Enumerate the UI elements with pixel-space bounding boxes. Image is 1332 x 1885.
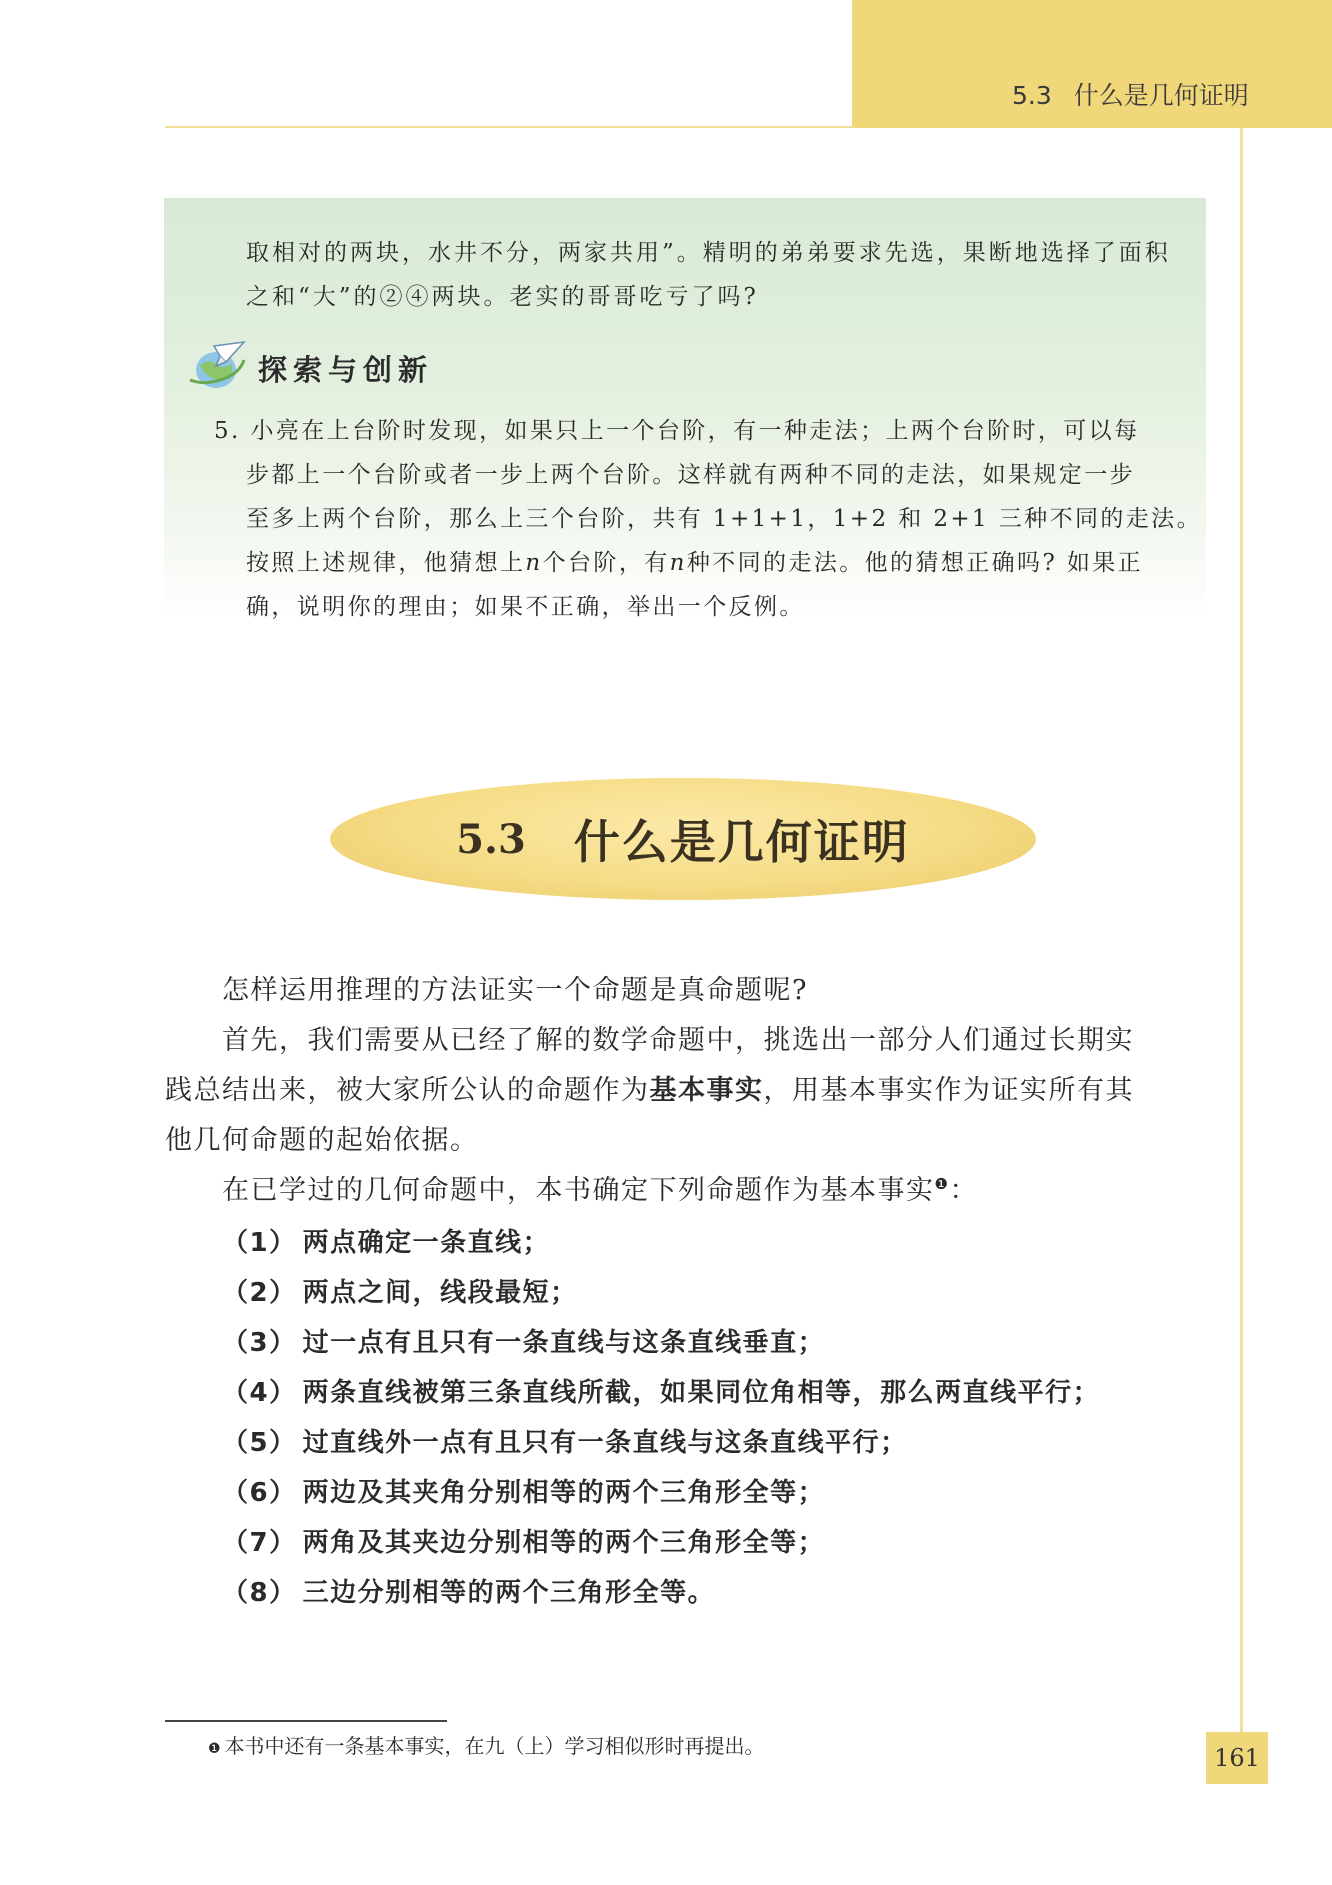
page-number: 161 — [1206, 1732, 1268, 1784]
exercise-text-1: 小亮在上台阶时发现，如果只上一个台阶，有一种走法；上两个台阶时，可以每 — [250, 418, 1140, 444]
fact-index: （2） — [222, 1278, 297, 1308]
explore-title: 探索与创新 — [258, 353, 434, 387]
footnote-text: 本书中还有一条基本事实，在九（上）学习相似形时再提出。 — [224, 1734, 765, 1758]
continuation-line-2: 之和“大”的②④两块。老实的哥哥吃亏了吗? — [246, 284, 759, 310]
fact-text: 两点确定一条直线； — [302, 1228, 551, 1258]
fact-item-6 — [222, 1472, 825, 1509]
variable-n: n — [525, 550, 543, 576]
fact-index: （7） — [222, 1528, 297, 1558]
header-section-number: 5.3 — [1012, 81, 1052, 110]
key-term: 基本事实 — [649, 1075, 764, 1106]
exercise-line-1 — [214, 412, 1139, 445]
paper-plane-globe-icon — [186, 340, 248, 392]
fact-item-5 — [222, 1422, 908, 1459]
exercise-line-5: 确，说明你的理由；如果不正确，举出一个反例。 — [246, 594, 805, 620]
footnote-mark: ❶ — [208, 1741, 221, 1757]
exercise-line-4-post: 种不同的走法。他的猜想正确吗? 如果正 — [686, 550, 1144, 576]
exercise-line-4-pre: 按照上述规律，他猜想上 — [246, 550, 526, 576]
fact-index: （8） — [222, 1578, 297, 1608]
exercise-number: 5. — [214, 418, 241, 444]
fact-item-2 — [222, 1272, 578, 1309]
footnote-rule — [165, 1720, 447, 1722]
fact-text: 两角及其夹边分别相等的两个三角形全等； — [302, 1528, 826, 1558]
fact-index: （1） — [222, 1228, 297, 1258]
fact-item-8 — [222, 1572, 715, 1609]
body-paragraph-1: 怎样运用推理的方法证实一个命题是真命题呢? — [222, 975, 808, 1006]
header-rule — [165, 126, 855, 128]
fact-item-1 — [222, 1222, 550, 1259]
fact-text: 两边及其夹角分别相等的两个三角形全等； — [302, 1478, 826, 1508]
running-header — [1012, 76, 1249, 112]
exercise-line-3: 至多上两个台阶，那么上三个台阶，共有 1+1+1，1+2 和 2+1 三种不同的走法。 — [246, 506, 1202, 532]
fact-index: （6） — [222, 1478, 297, 1508]
variable-n: n — [669, 550, 687, 576]
fact-text: 两点之间，线段最短； — [302, 1278, 578, 1308]
fact-text: 过直线外一点有且只有一条直线与这条直线平行； — [302, 1428, 908, 1458]
body-paragraph-2-line-3: 他几何命题的起始依据。 — [165, 1125, 479, 1156]
exercise-line-4 — [246, 544, 1143, 577]
fact-index: （4） — [222, 1378, 297, 1408]
text-span: 在已学过的几何命题中，本书确定下列命题作为基本事实 — [222, 1175, 935, 1206]
fact-text: 过一点有且只有一条直线与这条直线垂直； — [302, 1328, 826, 1358]
section-title-text: 什么是几何证明 — [573, 815, 910, 869]
footnote-reference[interactable]: ❶ — [934, 1175, 950, 1193]
section-title — [330, 778, 1036, 900]
fact-index: （5） — [222, 1428, 297, 1458]
body-paragraph-3 — [222, 1168, 978, 1207]
fact-text: 两条直线被第三条直线所截，如果同位角相等，那么两直线平行； — [302, 1378, 1101, 1408]
header-section-title: 什么是几何证明 — [1073, 81, 1249, 110]
fact-item-3 — [222, 1322, 825, 1359]
fact-text: 三边分别相等的两个三角形全等。 — [302, 1578, 716, 1608]
continuation-line-1: 取相对的两块，水井不分，两家共用”。精明的弟弟要求先选，果断地选择了面积 — [246, 240, 1171, 266]
text-span: ： — [949, 1175, 978, 1206]
section-number: 5.3 — [456, 815, 526, 863]
fact-item-7 — [222, 1522, 825, 1559]
fact-item-4 — [222, 1372, 1100, 1409]
body-paragraph-2-line-2 — [165, 1068, 1134, 1107]
fact-index: （3） — [222, 1328, 297, 1358]
exercise-line-2: 步都上一个台阶或者一步上两个台阶。这样就有两种不同的走法，如果规定一步 — [246, 462, 1135, 488]
margin-rule — [1240, 128, 1243, 1748]
footnote — [208, 1730, 765, 1759]
exercise-line-4-mid: 个台阶，有 — [542, 550, 670, 576]
body-paragraph-2-line-1: 首先，我们需要从已经了解的数学命题中，挑选出一部分人们通过长期实 — [222, 1025, 1134, 1056]
text-span: 践总结出来，被大家所公认的命题作为 — [165, 1075, 650, 1106]
text-span: ，用基本事实作为证实所有其 — [763, 1075, 1134, 1106]
